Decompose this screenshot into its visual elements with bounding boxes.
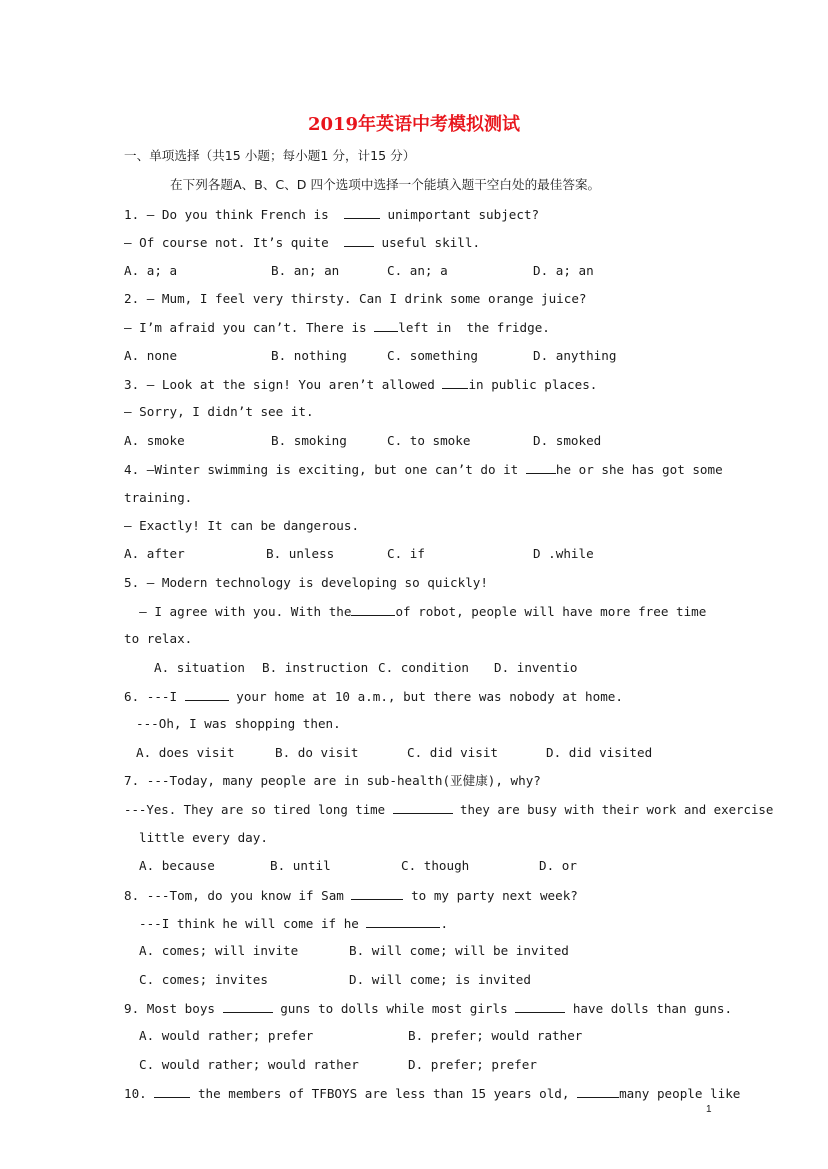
question-4-stem-cont: training. bbox=[124, 490, 193, 505]
page-number: 1 bbox=[706, 1104, 712, 1115]
option-d: D. inventio bbox=[494, 660, 578, 675]
option-c: C. condition bbox=[378, 660, 469, 675]
question-1-reply: — Of course not. It’s quite useful skill. bbox=[124, 235, 481, 250]
option-d: D. will come; is invited bbox=[349, 972, 531, 987]
option-d: D. prefer; prefer bbox=[408, 1057, 537, 1072]
question-8-reply: ---I think he will come if he . bbox=[139, 916, 449, 931]
option-c: C. if bbox=[387, 546, 425, 561]
page-title: 2019年英语中考模拟测试 bbox=[307, 114, 521, 135]
option-b: B. until bbox=[270, 858, 331, 873]
question-5-reply-cont: to relax. bbox=[124, 631, 193, 646]
option-a: A. smoke bbox=[124, 433, 185, 448]
option-d: D. smoked bbox=[533, 433, 602, 448]
option-c: C. did visit bbox=[407, 745, 498, 760]
option-b: B. unless bbox=[266, 546, 335, 561]
question-6-stem: 6. ---I your home at 10 a.m., but there was nobody at home. bbox=[124, 689, 623, 704]
option-a: A. comes; will invite bbox=[139, 943, 299, 958]
option-b: B. prefer; would rather bbox=[408, 1028, 583, 1043]
question-6-reply: ---Oh, I was shopping then. bbox=[136, 716, 341, 731]
option-c: C. comes; invites bbox=[139, 972, 268, 987]
option-b: B. instruction bbox=[262, 660, 369, 675]
question-7-reply-cont: little every day. bbox=[139, 830, 268, 845]
option-a: A. does visit bbox=[136, 745, 235, 760]
question-5-stem: 5. — Modern technology is developing so quickly! bbox=[124, 575, 488, 590]
question-7-reply: ---Yes. They are so tired long time they are busy with their work and exercise bbox=[124, 802, 774, 817]
option-b: B. do visit bbox=[275, 745, 359, 760]
option-c: C. would rather; would rather bbox=[139, 1057, 359, 1072]
question-9-stem: 9. Most boys guns to dolls while most girls have dolls than guns. bbox=[124, 1001, 733, 1016]
option-a: A. would rather; prefer bbox=[139, 1028, 314, 1043]
option-b: B. an; an bbox=[271, 263, 340, 278]
option-b: B. nothing bbox=[271, 348, 347, 363]
option-a: A. situation bbox=[154, 660, 245, 675]
option-b: B. will come; will be invited bbox=[349, 943, 569, 958]
question-3-reply: — Sorry, I didn’t see it. bbox=[124, 404, 314, 419]
question-3-stem: 3. — Look at the sign! You aren’t allowed in public places. bbox=[124, 377, 598, 392]
question-7-stem: 7. ---Today, many people are in sub-health(亚健康), why? bbox=[124, 773, 541, 788]
question-8-stem: 8. ---Tom, do you know if Sam to my party next week? bbox=[124, 888, 578, 903]
section-heading: 一、单项选择（共15 小题；每小题1 分，计15 分） bbox=[124, 148, 416, 163]
option-d: D. a; an bbox=[533, 263, 594, 278]
option-c: C. to smoke bbox=[387, 433, 471, 448]
option-d: D. did visited bbox=[546, 745, 653, 760]
question-5-reply: — I agree with you. With the of robot, people will have more free time bbox=[124, 604, 707, 619]
question-4-reply: — Exactly! It can be dangerous. bbox=[124, 518, 360, 533]
option-c: C. though bbox=[401, 858, 470, 873]
question-1-stem: 1. — Do you think French is unimportant subject? bbox=[124, 207, 540, 222]
option-a: A. after bbox=[124, 546, 185, 561]
question-4-stem: 4. —Winter swimming is exciting, but one can’t do it he or she has got some bbox=[124, 462, 723, 477]
question-2-stem: 2. — Mum, I feel very thirsty. Can I drink some orange juice? bbox=[124, 291, 587, 306]
option-a: A. none bbox=[124, 348, 178, 363]
option-c: C. something bbox=[387, 348, 478, 363]
question-10-stem: 10. the members of TFBOYS are less than 15 years old, many people like bbox=[124, 1086, 741, 1101]
option-a: A. a; a bbox=[124, 263, 178, 278]
section-instruction: 在下列各题A、B、C、D 四个选项中选择一个能填入题干空白处的最佳答案。 bbox=[170, 177, 601, 192]
option-d: D .while bbox=[533, 546, 594, 561]
option-a: A. because bbox=[139, 858, 215, 873]
question-2-reply: — I’m afraid you can’t. There is left in the fridge. bbox=[124, 320, 550, 335]
option-c: C. an; a bbox=[387, 263, 448, 278]
option-d: D. or bbox=[539, 858, 577, 873]
option-d: D. anything bbox=[533, 348, 617, 363]
option-b: B. smoking bbox=[271, 433, 347, 448]
